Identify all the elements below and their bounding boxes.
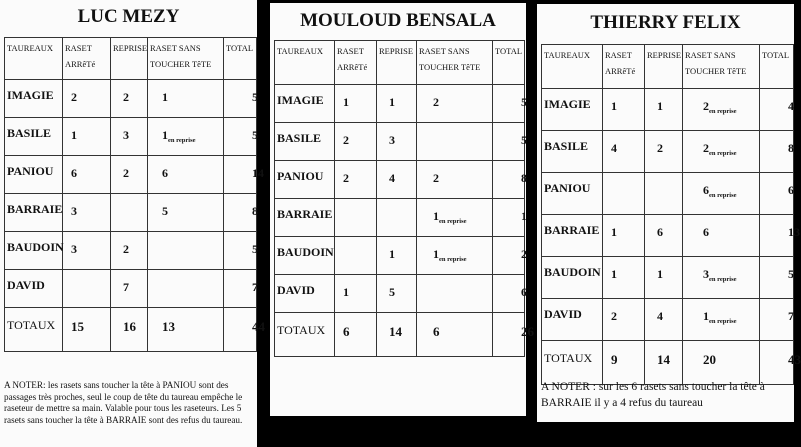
cell-value: 7 <box>123 280 129 294</box>
cell-raset <box>603 131 645 173</box>
cell-value: 6 <box>521 285 527 299</box>
cell-reprise <box>377 199 417 237</box>
cell-sans <box>148 232 224 270</box>
bull-name: BASILE <box>275 123 335 161</box>
col-header-reprise: REPRISE <box>377 41 417 85</box>
cell-value: 8 <box>521 171 527 185</box>
cell-value: 7 <box>788 309 794 323</box>
table-row <box>275 275 525 313</box>
table-row <box>275 123 525 161</box>
bull-name: IMAGIE <box>5 80 63 118</box>
cell-raset <box>63 156 111 194</box>
cell-value: 1 <box>433 209 439 223</box>
cell-reprise <box>377 275 417 313</box>
en-reprise-note: en reprise <box>709 276 737 283</box>
table-row <box>542 299 794 341</box>
cell-reprise <box>645 89 683 131</box>
total-total: 43 <box>760 341 794 385</box>
total-reprise: 16 <box>111 308 148 352</box>
table-row <box>5 156 257 194</box>
cell-value: 2 <box>611 309 617 323</box>
cell-raset <box>603 173 645 215</box>
cell-value: 4 <box>788 99 794 113</box>
cell-sans <box>417 85 493 123</box>
cell-reprise <box>111 118 148 156</box>
col-header-total: TOTAL <box>493 41 525 85</box>
cell-value: 3 <box>71 242 77 256</box>
cell-reprise <box>111 270 148 308</box>
cell-reprise <box>377 237 417 275</box>
cell-reprise <box>645 131 683 173</box>
cell-raset <box>603 257 645 299</box>
cell-value: 2 <box>71 90 77 104</box>
card-title: LUC MEZY <box>77 6 180 27</box>
bull-name: PANIOU <box>275 161 335 199</box>
bull-name: IMAGIE <box>275 85 335 123</box>
cell-reprise <box>377 123 417 161</box>
cell-value: 1 <box>162 128 168 142</box>
cell-sans <box>417 237 493 275</box>
col-header-raset-sans: RASET SANS TOUCHER TêTE <box>417 41 493 85</box>
cell-raset <box>603 215 645 257</box>
cell-raset <box>603 299 645 341</box>
cell-total <box>224 194 257 232</box>
en-reprise-note: en reprise <box>439 218 467 225</box>
cell-sans <box>683 173 760 215</box>
cell-value: 5 <box>252 242 258 256</box>
score-table <box>541 44 801 385</box>
cell-raset <box>335 85 377 123</box>
cell-value: 8 <box>252 204 258 218</box>
col-header-taureaux: TAUREAUX <box>542 45 603 89</box>
cell-reprise <box>111 156 148 194</box>
col-header-raset: RASET ARRêTé <box>335 41 377 85</box>
cell-reprise <box>377 161 417 199</box>
cell-reprise <box>645 173 683 215</box>
cell-total <box>493 275 525 313</box>
cell-sans <box>683 299 760 341</box>
cell-raset <box>63 232 111 270</box>
cell-reprise <box>645 257 683 299</box>
table-row <box>275 199 525 237</box>
card-mouloud-bensala <box>270 3 534 416</box>
bull-name: BAUDOIN <box>5 232 63 270</box>
cell-raset <box>335 161 377 199</box>
cell-sans <box>417 123 493 161</box>
col-header-total: TOTAL <box>760 45 794 89</box>
cell-total <box>760 131 794 173</box>
cell-value: 1 <box>611 99 617 113</box>
total-raset: 6 <box>335 313 377 357</box>
table-row <box>275 237 525 275</box>
cell-value: 3 <box>389 133 395 147</box>
cell-total <box>760 299 794 341</box>
bull-name: IMAGIE <box>542 89 603 131</box>
header-row <box>542 45 794 89</box>
table-row <box>542 89 794 131</box>
cell-value: 5 <box>252 90 258 104</box>
cell-raset <box>335 199 377 237</box>
table-body <box>542 89 801 385</box>
table-row <box>542 215 794 257</box>
bull-name: BASILE <box>542 131 603 173</box>
cell-total <box>224 118 257 156</box>
cell-value: 2 <box>657 141 663 155</box>
bull-name: DAVID <box>5 270 63 308</box>
cell-value: 5 <box>252 128 258 142</box>
cell-value: 1 <box>521 209 527 223</box>
cell-raset <box>63 80 111 118</box>
table-row <box>542 173 794 215</box>
cell-value: 1 <box>389 247 395 261</box>
cell-sans <box>148 270 224 308</box>
cell-total <box>224 270 257 308</box>
col-header-raset-sans: RASET SANS TOUCHER TêTE <box>148 38 224 80</box>
cell-value: 1 <box>71 128 77 142</box>
table-body <box>275 85 534 357</box>
cell-value: 5 <box>162 204 168 218</box>
cell-value: 1 <box>389 95 395 109</box>
cell-value: 8 <box>788 141 794 155</box>
cell-value: 3 <box>71 204 77 218</box>
cell-total <box>224 80 257 118</box>
totaux-label: TOTAUX <box>5 308 63 352</box>
cell-reprise <box>645 215 683 257</box>
totals-row <box>5 308 257 352</box>
total-total: 44 <box>224 308 257 352</box>
cell-reprise <box>645 299 683 341</box>
cell-value: 2 <box>433 95 439 109</box>
cell-value: 4 <box>611 141 617 155</box>
cell-total <box>493 161 525 199</box>
cell-sans <box>683 131 760 173</box>
cell-value: 1 <box>433 247 439 261</box>
cell-value: 4 <box>389 171 395 185</box>
cell-reprise <box>111 80 148 118</box>
table-row <box>5 232 257 270</box>
col-header-reprise: REPRISE <box>645 45 683 89</box>
bull-name: BAUDOIN <box>275 237 335 275</box>
bull-name: DAVID <box>542 299 603 341</box>
note-text: A NOTER : sur les 6 rasets sans toucher la tête à BARRAIE il y a 4 refus du taureau <box>541 381 765 409</box>
cell-total <box>224 156 264 194</box>
score-table <box>274 40 534 357</box>
cell-raset <box>335 123 377 161</box>
cell-raset <box>603 89 645 131</box>
cell-value: 4 <box>657 309 663 323</box>
cell-sans <box>417 199 493 237</box>
cell-value: 2 <box>123 166 129 180</box>
bull-name: BARRAIE <box>542 215 603 257</box>
table-row <box>5 194 257 232</box>
cell-value: 14 <box>252 166 264 180</box>
col-header-reprise: REPRISE <box>111 38 148 80</box>
cell-value: 1 <box>657 99 663 113</box>
totals-row <box>275 313 525 357</box>
cell-value: 6 <box>703 183 709 197</box>
total-sans: 13 <box>148 308 224 352</box>
cell-total <box>760 215 800 257</box>
table-row <box>542 257 794 299</box>
table-row <box>275 161 525 199</box>
card-luc-mezy <box>0 0 265 447</box>
en-reprise-note: en reprise <box>168 137 196 144</box>
bull-name: BARRAIE <box>5 194 63 232</box>
col-header-raset: RASET ARRêTé <box>603 45 645 89</box>
table-row <box>5 118 257 156</box>
cell-raset <box>335 237 377 275</box>
cell-value: 3 <box>123 128 129 142</box>
cell-value: 5 <box>389 285 395 299</box>
cell-value: 7 <box>252 280 258 294</box>
col-header-taureaux: TAUREAUX <box>275 41 335 85</box>
cell-total <box>760 89 794 131</box>
en-reprise-note: en reprise <box>439 256 467 263</box>
bull-name: BARRAIE <box>275 199 335 237</box>
cell-sans <box>417 161 493 199</box>
cell-value: 5 <box>521 95 527 109</box>
cell-raset <box>63 270 111 308</box>
cell-total <box>493 123 525 161</box>
cell-value: 1 <box>611 267 617 281</box>
table-body <box>5 80 265 352</box>
cell-total <box>493 199 525 237</box>
cell-sans <box>148 118 224 156</box>
cell-value: 2 <box>703 99 709 113</box>
bull-name: DAVID <box>275 275 335 313</box>
cell-sans <box>683 215 760 257</box>
col-header-raset: RASET ARRêTé <box>63 38 111 80</box>
cell-value: 3 <box>703 267 709 281</box>
col-header-taureaux: TAUREAUX <box>5 38 63 80</box>
en-reprise-note: en reprise <box>709 318 737 325</box>
table-row <box>542 131 794 173</box>
cell-value: 2 <box>703 141 709 155</box>
cell-value: 1 <box>162 90 168 104</box>
en-reprise-note: en reprise <box>709 108 737 115</box>
cell-sans <box>148 156 224 194</box>
cell-value: 6 <box>71 166 77 180</box>
card-title: MOULOUD BENSALA <box>300 10 496 31</box>
total-reprise: 14 <box>645 341 683 385</box>
cell-value: 2 <box>521 247 527 261</box>
cell-reprise <box>111 232 148 270</box>
bull-name: BAUDOIN <box>542 257 603 299</box>
note-text: A NOTER: les rasets sans toucher la tête à PANIOU sont des passages très proches, seul le coup de tête du taureau empêche le raseteur de mettre sa main. Valable pour tous les raseteurs. Les 5 rasets sans toucher la tête à BARRAIE sont des refus du taureau. <box>4 380 243 425</box>
score-table <box>4 37 265 352</box>
cell-value: 2 <box>433 171 439 185</box>
cell-sans <box>417 275 493 313</box>
cell-raset <box>63 118 111 156</box>
cell-reprise <box>111 194 148 232</box>
totaux-label: TOTAUX <box>542 341 603 385</box>
cell-total <box>760 173 794 215</box>
total-reprise: 14 <box>377 313 417 357</box>
cell-raset <box>335 275 377 313</box>
cell-value: 2 <box>123 242 129 256</box>
card-title: THIERRY FELIX <box>590 12 741 33</box>
col-header-total: TOTAL <box>224 38 257 80</box>
cell-reprise <box>377 85 417 123</box>
cell-value: 1 <box>343 95 349 109</box>
cell-value: 5 <box>521 133 527 147</box>
total-total: 26 <box>493 313 525 357</box>
cell-raset <box>63 194 111 232</box>
cell-value: 6 <box>703 225 709 239</box>
cell-sans <box>683 257 760 299</box>
cell-total <box>493 85 525 123</box>
cell-value: 2 <box>343 171 349 185</box>
cell-value: 5 <box>788 267 794 281</box>
cell-value: 13 <box>788 225 800 239</box>
total-sans: 20 <box>683 341 760 385</box>
en-reprise-note: en reprise <box>709 150 737 157</box>
total-sans: 6 <box>417 313 493 357</box>
cell-total <box>760 257 794 299</box>
cell-value: 6 <box>788 183 794 197</box>
cell-value: 2 <box>343 133 349 147</box>
cell-total <box>224 232 257 270</box>
en-reprise-note: en reprise <box>709 192 737 199</box>
cell-value: 1 <box>703 309 709 323</box>
bull-name: BASILE <box>5 118 63 156</box>
cell-value: 1 <box>343 285 349 299</box>
cell-sans <box>148 80 224 118</box>
totals-row <box>542 341 794 385</box>
cell-value: 6 <box>657 225 663 239</box>
table-row <box>275 85 525 123</box>
cell-total <box>493 237 525 275</box>
cell-sans <box>148 194 224 232</box>
cell-value: 2 <box>123 90 129 104</box>
total-raset: 15 <box>63 308 111 352</box>
bull-name: PANIOU <box>542 173 603 215</box>
table-row <box>5 80 257 118</box>
header-row <box>275 41 525 85</box>
cell-value: 1 <box>657 267 663 281</box>
card-thierry-felix <box>537 4 801 422</box>
cell-sans <box>683 89 760 131</box>
table-row <box>5 270 257 308</box>
cell-value: 1 <box>611 225 617 239</box>
header-row <box>5 38 257 80</box>
totaux-label: TOTAUX <box>275 313 335 357</box>
cell-value: 6 <box>162 166 168 180</box>
bull-name: PANIOU <box>5 156 63 194</box>
col-header-raset-sans: RASET SANS TOUCHER TêTE <box>683 45 760 89</box>
total-raset: 9 <box>603 341 645 385</box>
